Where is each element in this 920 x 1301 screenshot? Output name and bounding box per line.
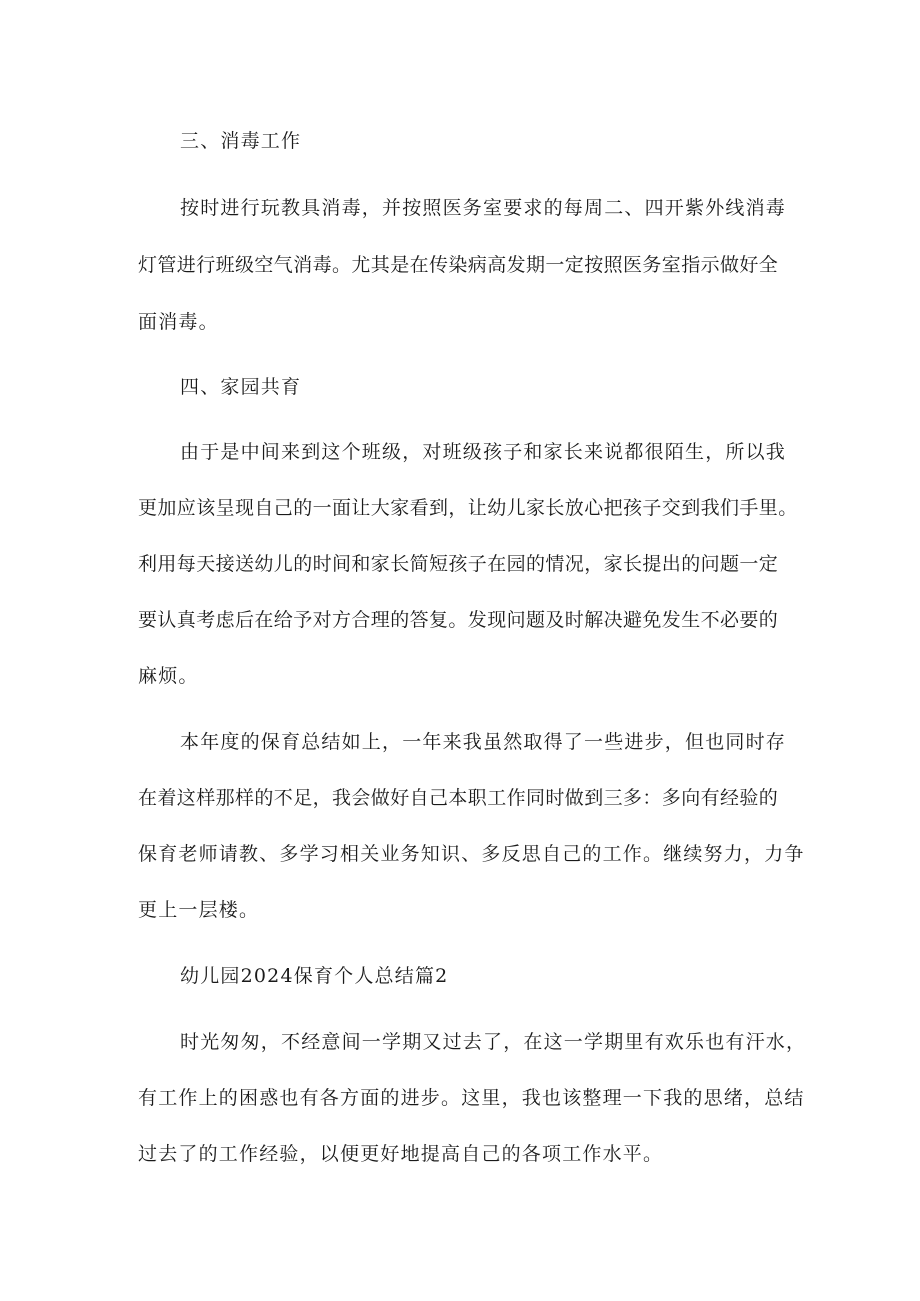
paragraph-line: 更加应该呈现自己的一面让大家看到，让幼儿家长放心把孩子交到我们手里。 <box>138 497 798 519</box>
summary-line: 保育老师请教、多学习相关业务知识、多反思自己的工作。继续努力，力争 <box>138 843 805 865</box>
paragraph-line: 利用每天接送幼儿的时间和家长简短孩子在园的情况，家长提出的问题一定 <box>138 553 779 575</box>
summary-line: 在着这样那样的不足，我会做好自己本职工作同时做到三多：多向有经验的 <box>138 787 779 809</box>
summary-line: 更上一层楼。 <box>138 899 260 921</box>
intro-line: 时光匆匆，不经意间一学期又过去了，在这一学期里有欢乐也有汗水， <box>180 1031 807 1053</box>
summary-line: 本年度的保育总结如上，一年来我虽然取得了一些进步，但也同时存 <box>180 731 787 753</box>
intro-line: 过去了的工作经验，以便更好地提高自己的各项工作水平。 <box>138 1143 664 1165</box>
paragraph-line: 麻烦。 <box>138 665 199 687</box>
article-title: 幼儿园2024保育个人总结篇2 <box>180 965 449 987</box>
paragraph-line: 面消毒。 <box>138 311 219 333</box>
intro-line: 有工作上的困惑也有各方面的进步。这里，我也该整理一下我的思绪，总结 <box>138 1087 805 1109</box>
paragraph-line: 由于是中间来到这个班级，对班级孩子和家长来说都很陌生，所以我 <box>180 441 787 463</box>
paragraph-line: 灯管进行班级空气消毒。尤其是在传染病高发期一定按照医务室指示做好全 <box>138 254 779 276</box>
section-heading-disinfection: 三、消毒工作 <box>180 130 302 152</box>
section-heading-home-school: 四、家园共育 <box>180 376 302 398</box>
paragraph-line: 要认真考虑后在给予对方合理的答复。发现问题及时解决避免发生不必要的 <box>138 609 779 631</box>
paragraph-line: 按时进行玩教具消毒，并按照医务室要求的每周二、四开紫外线消毒 <box>180 197 787 219</box>
